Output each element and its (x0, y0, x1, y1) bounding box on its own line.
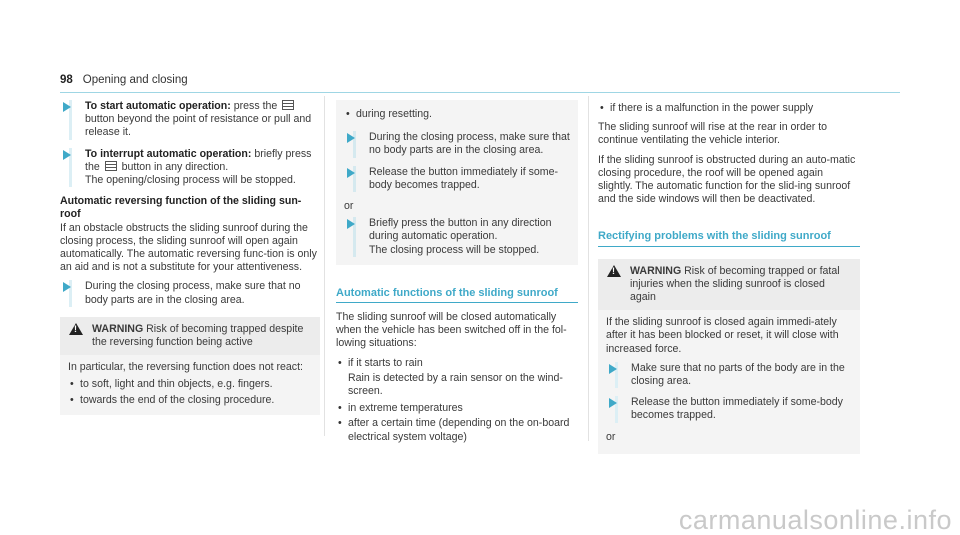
warning-heading: Risk of becoming trapped or fatal injuries when the sliding sunroof is closed again (630, 264, 840, 304)
warning-header (60, 317, 320, 355)
warning-box (60, 317, 320, 415)
bullet-item: • if it starts to rain (336, 357, 578, 370)
sunroof-button-icon (105, 161, 117, 171)
column-divider (324, 96, 325, 436)
step-text: Briefly press the button in any direction during automatic operation. (369, 217, 552, 243)
bullet-detail: Rain is detected by a rain sensor on the wind-screen. (348, 371, 563, 398)
instruction-step (60, 148, 320, 188)
bullet-item: • if there is a malfunction in the power supply (598, 102, 860, 115)
step-text: briefly press the (85, 147, 312, 173)
step-result: The closing process will be stopped. (369, 243, 540, 256)
instruction-step (60, 100, 320, 140)
step-text: During the closing process, make sure that no body parts are in the closing area. (369, 131, 570, 157)
chapter-title: Opening and closing (82, 74, 188, 86)
warning-icon (607, 265, 621, 277)
instruction-step (344, 217, 570, 257)
column-3 (598, 100, 860, 454)
warning-box (598, 259, 860, 454)
page-number: 98 (60, 74, 73, 86)
step-text: During the closing process, make sure that no body parts are in the closing area. (85, 280, 301, 306)
arrow-icon (63, 102, 71, 112)
column-2 (336, 100, 578, 446)
sunroof-button-icon (282, 100, 294, 110)
bullet-item: • after a certain time (depending on the on-board electrical system voltage) (336, 417, 578, 443)
or-label: or (606, 430, 616, 443)
column-divider (588, 96, 589, 441)
paragraph: If the sliding sunroof is obstructed during an auto-matic closing procedure, the roof will be opened again slightly. The automatic function for the slid-ing sunroof and the side windows will then be deactivated. (598, 153, 856, 206)
step-text: Make sure that no parts of the body are in the closing area. (631, 361, 845, 388)
paragraph: The sliding sunroof will be closed automatically when the vehicle has been switched off in the fol-lowing situations: (336, 311, 567, 350)
step-lead: To interrupt automatic operation: (85, 147, 252, 160)
header-rule (60, 92, 900, 93)
instruction-step (344, 166, 570, 192)
or-label: or (344, 200, 354, 213)
warning-text: If the sliding sunroof is closed again immedi-ately after it has been blocked or reset, it will close with increased force. (606, 316, 839, 355)
arrow-icon (347, 168, 355, 178)
step-result: The opening/closing process will be stopped. (85, 174, 296, 187)
warning-intro: In particular, the reversing function does not react: (68, 361, 303, 374)
bullet-item: • towards the end of the closing procedure. (68, 394, 312, 407)
step-text: button in any direction. (118, 160, 229, 173)
step-text: Release the button immediately if some-body becomes trapped. (631, 396, 843, 422)
arrow-icon (609, 398, 617, 408)
bullet-item: • to soft, light and thin objects, e.g. fingers. (68, 378, 312, 391)
warning-label: WARNING (92, 322, 144, 335)
section-title: Rectifying problems with the sliding sunroof (598, 230, 860, 246)
step-text: press the (230, 100, 281, 112)
step-text: Release the button immediately if some-body becomes trapped. (369, 165, 559, 191)
arrow-icon (609, 364, 617, 374)
warning-header (598, 259, 860, 311)
arrow-icon (347, 133, 355, 143)
warning-label: WARNING (630, 264, 682, 277)
step-lead: To start automatic operation: (85, 100, 231, 112)
warning-body (60, 355, 320, 415)
step-text: button beyond the point of resistance or pull and release it. (85, 113, 312, 139)
watermark: carmanualsonline.info (678, 504, 952, 535)
bullet-item: • during resetting. (344, 108, 570, 121)
page-header (60, 74, 188, 87)
subheading: Automatic reversing function of the sliding sun-roof (60, 195, 302, 221)
instruction-step (60, 280, 320, 306)
bullet-item: • in extreme temperatures (336, 402, 578, 415)
warning-continuation-box (336, 100, 578, 265)
arrow-icon (63, 282, 71, 292)
warning-heading: Risk of becoming trapped despite the reversing function being active (92, 322, 304, 349)
arrow-icon (347, 219, 355, 229)
paragraph: If an obstacle obstructs the sliding sunroof during the closing process, the sliding sunroof will open again automatically. The automatic reversing func-tion is only an aid and is not a substitute for your attentiveness. (60, 221, 317, 274)
paragraph: The sliding sunroof will rise at the rear in order to continue ventilating the vehicle interior. (598, 121, 828, 147)
instruction-step (344, 131, 570, 157)
section-title: Automatic functions of the sliding sunroof (336, 287, 578, 303)
instruction-step (606, 396, 852, 422)
arrow-icon (63, 150, 71, 160)
instruction-step (606, 362, 852, 388)
warning-icon (69, 323, 83, 335)
warning-body (598, 310, 860, 454)
column-1 (60, 100, 320, 415)
